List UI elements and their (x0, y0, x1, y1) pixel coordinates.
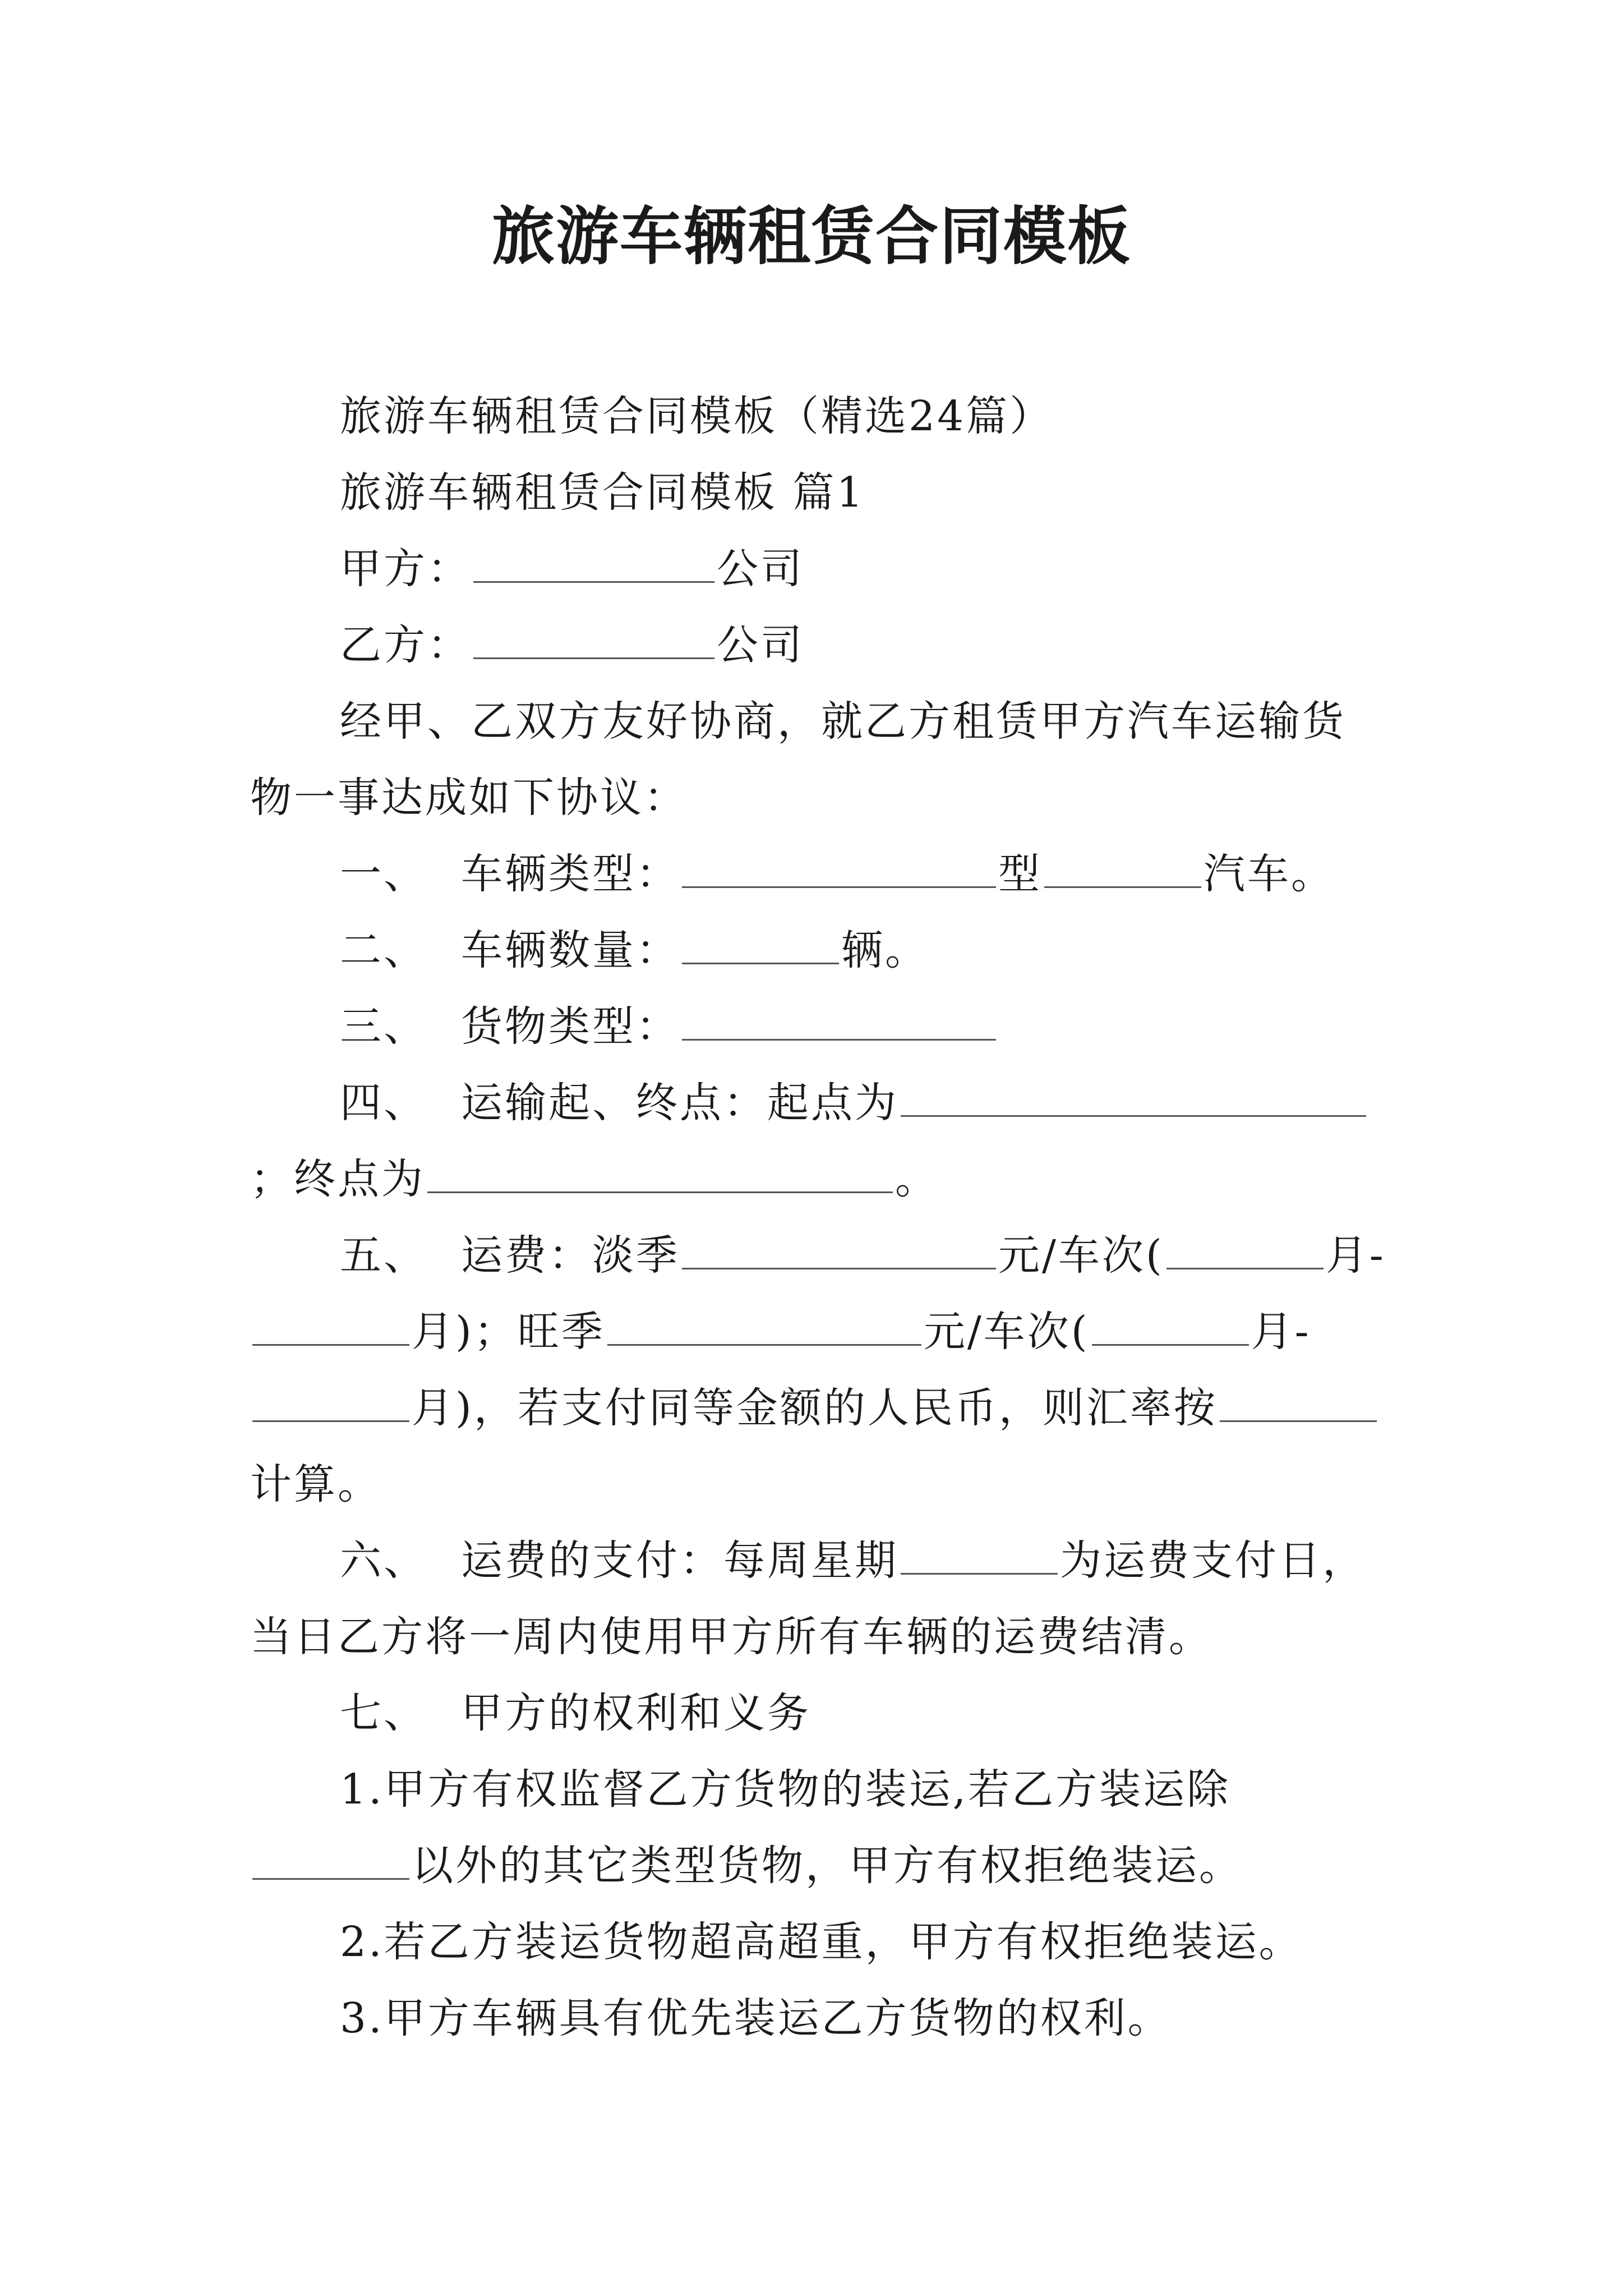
item-5-text-3: 月)；旺季 (412, 1308, 605, 1356)
vehicle-model-blank (1044, 849, 1201, 888)
clause-2: 2.若乙方装运货物超高超重，甲方有权拒绝装运。 (340, 1918, 1303, 1966)
item-3-label: 货物类型： (461, 1002, 680, 1051)
cargo-type-blank (682, 1002, 996, 1041)
item-1-number: 一、 (340, 850, 427, 898)
peak-season-end-month-blank (252, 1383, 409, 1422)
vehicle-type-blank (682, 849, 996, 888)
off-season-fee-blank (682, 1231, 996, 1269)
item-4-label: 运输起、终点：起点为 (461, 1079, 898, 1127)
start-point-blank (901, 1078, 1366, 1117)
item-4-mid: ；终点为 (250, 1155, 425, 1203)
item-2-end: 辆。 (841, 926, 929, 974)
item-3-number: 三、 (340, 1002, 427, 1051)
item-7-number: 七、 (340, 1689, 427, 1737)
document-body (250, 378, 1386, 2056)
item-7 (250, 1675, 1386, 1751)
document-title: 旅游车辆租赁合同模板 (492, 200, 1131, 273)
party-a-blank (473, 544, 714, 583)
item-4-end: 。 (895, 1155, 939, 1203)
item-6-label: 运费的支付：每周星期 (461, 1536, 898, 1585)
item-2-number: 二、 (340, 926, 427, 974)
item-5-text-7: 计算。 (250, 1460, 381, 1508)
payment-weekday-blank (901, 1536, 1058, 1575)
clause-3: 3.甲方车辆具有优先装运乙方货物的权利。 (340, 1994, 1172, 2042)
item-5-text-4: 元/车次( (923, 1308, 1090, 1356)
item-1 (250, 836, 1386, 912)
item-4 (250, 1065, 1386, 1217)
party-a-suffix: 公司 (717, 545, 804, 593)
party-b-label: 乙方： (340, 621, 471, 669)
item-2-label: 车辆数量： (461, 926, 680, 974)
item-1-mid: 型 (998, 850, 1042, 898)
item-5 (250, 1217, 1386, 1522)
clause-1-start: 1.甲方有权监督乙方货物的装运,若乙方装运除 (340, 1765, 1231, 1814)
off-season-end-month-blank (252, 1307, 409, 1346)
item-7-label: 甲方的权利和义务 (461, 1689, 811, 1737)
item-3 (250, 988, 1386, 1065)
party-a-label: 甲方： (340, 545, 471, 593)
off-season-start-month-blank (1166, 1231, 1324, 1269)
item-5-text-6: 月)，若支付同等金额的人民币，则汇率按 (412, 1384, 1218, 1432)
exchange-rate-blank (1220, 1383, 1377, 1422)
subtitle: 旅游车辆租赁合同模板（精选24篇） (340, 392, 1054, 440)
item-2 (250, 912, 1386, 988)
peak-season-start-month-blank (1092, 1307, 1249, 1346)
party-b-line (250, 607, 1386, 683)
party-b-blank (473, 620, 714, 659)
party-a-line (250, 531, 1386, 607)
intro-paragraph: 经甲、乙双方友好协商，就乙方租赁甲方汽车运输货物一事达成如下协议： (250, 697, 1346, 822)
item-1-label: 车辆类型： (461, 850, 680, 898)
section-heading: 旅游车辆租赁合同模板 篇1 (340, 468, 865, 517)
clause-1 (250, 1751, 1386, 1904)
vehicle-count-blank (682, 926, 839, 964)
item-5-number: 五、 (340, 1231, 427, 1280)
item-1-end: 汽车。 (1204, 850, 1335, 898)
item-5-text-5: 月- (1251, 1308, 1311, 1356)
peak-season-fee-blank (607, 1307, 921, 1346)
end-point-blank (427, 1154, 893, 1193)
excluded-cargo-blank (252, 1841, 409, 1880)
item-6-number: 六、 (340, 1536, 427, 1585)
clause-1-end: 以外的其它类型货物，甲方有权拒绝装运。 (412, 1842, 1243, 1890)
party-b-suffix: 公司 (717, 621, 804, 669)
item-5-text-2: 月- (1325, 1231, 1386, 1280)
item-5-text-1: 元/车次( (998, 1231, 1164, 1280)
item-5-label: 运费：淡季 (461, 1231, 680, 1280)
item-4-number: 四、 (340, 1079, 427, 1127)
item-6 (250, 1522, 1386, 1675)
item-6-end: 为运费支付日，当日乙方将一周内使用甲方所有车辆的运费结清。 (250, 1536, 1366, 1661)
